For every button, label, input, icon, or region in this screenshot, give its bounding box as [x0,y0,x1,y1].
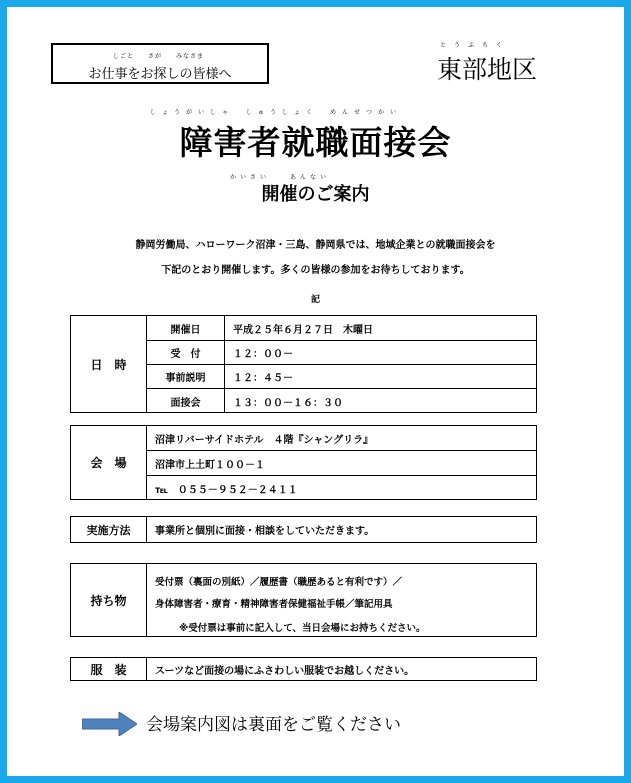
venue-row: 沼津リバーサイドホテル ４階『シャングリラ』 [147,426,536,451]
venue-label: 会 場 [71,426,147,499]
method-section [70,516,537,543]
district-ruby: とうぶちく [440,42,511,49]
schedule-section [70,315,537,413]
page-subtitle: 開催のご案内 [261,184,370,205]
items-section [70,563,537,637]
title-ruby: しょうがいしゃ しゅうしょく めんせつかい [150,109,403,116]
schedule-row-value: １２：００－ [225,341,536,365]
venue-row: ℡ ０５５－９５２－２４１１ [155,484,298,496]
dress-value: スーツなど面接の場にふさわしい服装でお越しください。 [155,665,415,677]
target-audience-box [51,43,269,84]
schedule-label: 日 時 [71,316,147,412]
dress-label: 服 装 [71,658,147,680]
intro-line-1: 静岡労働局、ハローワーク沼津・三島、静岡県では、地域企業との就職面接会を [135,240,496,251]
schedule-row-value: １２：４５－ [225,365,536,389]
map-guide-text: 会場案内図は裏面をご覧ください [146,715,401,735]
items-line-1: 受付票（裏面の別紙）／履歴書（職歴あると有利です）／ [155,577,403,588]
items-label: 持ち物 [71,564,147,636]
target-ruby: しごと さが みなさま [113,53,205,60]
method-label: 実施方法 [71,517,147,542]
venue-row: 沼津市上土町１００－１ [147,451,536,476]
ki-mark: 記 [310,295,320,305]
intro-line-2: 下記のとおり開催します。多くの皆様の参加をお待ちしております。 [161,265,470,276]
items-note: ※受付票は事前に記入して、当日会場にお持ちください。 [179,623,426,634]
schedule-row-label: 面接会 [147,389,225,413]
venue-section [70,425,537,500]
arrow-right-icon [82,712,137,736]
method-value: 事業所と個別に面接・相談をしていただきます。 [155,526,375,537]
schedule-row-label: 受 付 [147,341,225,365]
items-line-2: 身体障害者・療育・精神障害者保健福祉手帳／筆記用具 [155,599,393,610]
schedule-row-label: 事前説明 [147,365,225,389]
schedule-row-label: 開催日 [147,316,225,341]
target-audience-text: お仕事をお探しの皆様へ [88,67,232,82]
district-label: 東部地区 [437,55,538,84]
schedule-row-value: 平成２５年６月２７日 木曜日 [225,316,536,341]
page-title: 障害者就職面接会 [179,123,452,162]
schedule-row-value: １３：００－１６：３０ [233,397,343,409]
dress-section [70,657,537,681]
subtitle-ruby: かいさい あんない [230,174,331,181]
